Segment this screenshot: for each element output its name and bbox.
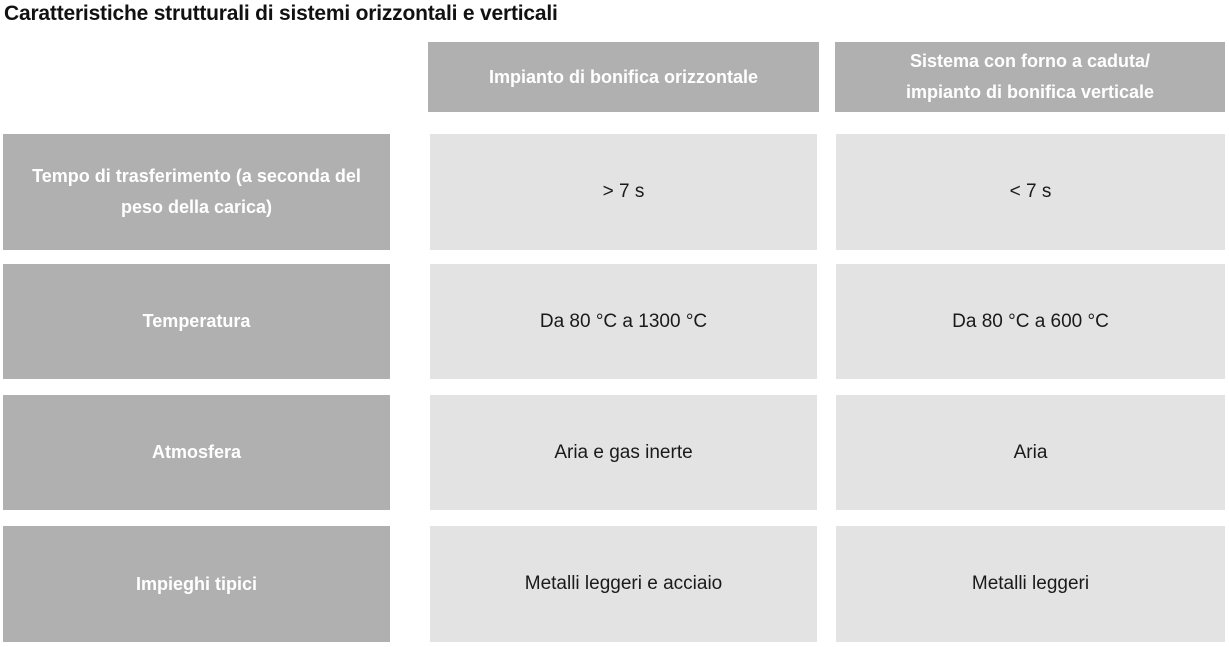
row-header-typical-uses bbox=[3, 526, 390, 642]
cell-value: Aria bbox=[1013, 441, 1048, 463]
row-header-transfer-time bbox=[3, 134, 390, 250]
row-header-label: Atmosfera bbox=[151, 442, 242, 462]
cell-value: Metalli leggeri e acciaio bbox=[524, 573, 723, 594]
cell-value: > 7 s bbox=[602, 181, 645, 202]
table-cell bbox=[430, 264, 817, 379]
column-header-horizontal bbox=[428, 42, 819, 112]
column-header-vertical bbox=[835, 42, 1225, 112]
cell-value: Aria e gas inerte bbox=[554, 441, 693, 463]
table-cell bbox=[430, 395, 817, 510]
row-header-label: Tempo di trasferimento (a seconda del peso della carica) bbox=[32, 166, 361, 217]
table-cell bbox=[836, 526, 1225, 642]
row-header-temperature bbox=[3, 264, 390, 379]
column-header-label: Impianto di bonifica orizzontale bbox=[488, 66, 758, 87]
cell-value: Metalli leggeri bbox=[971, 573, 1090, 594]
column-header-label: Sistema con forno a caduta/ impianto di bonifica verticale bbox=[905, 51, 1155, 102]
table-cell bbox=[430, 134, 817, 250]
table-cell bbox=[836, 264, 1225, 379]
cell-value: Da 80 °C a 600 °C bbox=[952, 310, 1109, 332]
table-cell bbox=[430, 526, 817, 642]
cell-value: < 7 s bbox=[1009, 181, 1052, 202]
table-cell bbox=[836, 395, 1225, 510]
table-cell bbox=[836, 134, 1225, 250]
row-header-atmosphere bbox=[3, 395, 390, 510]
cell-value: Da 80 °C a 1300 °C bbox=[539, 310, 708, 332]
row-header-label: Temperatura bbox=[142, 311, 251, 331]
row-header-label: Impieghi tipici bbox=[135, 573, 257, 594]
page-title: Caratteristiche strutturali di sistemi orizzontali e verticali bbox=[4, 2, 558, 25]
